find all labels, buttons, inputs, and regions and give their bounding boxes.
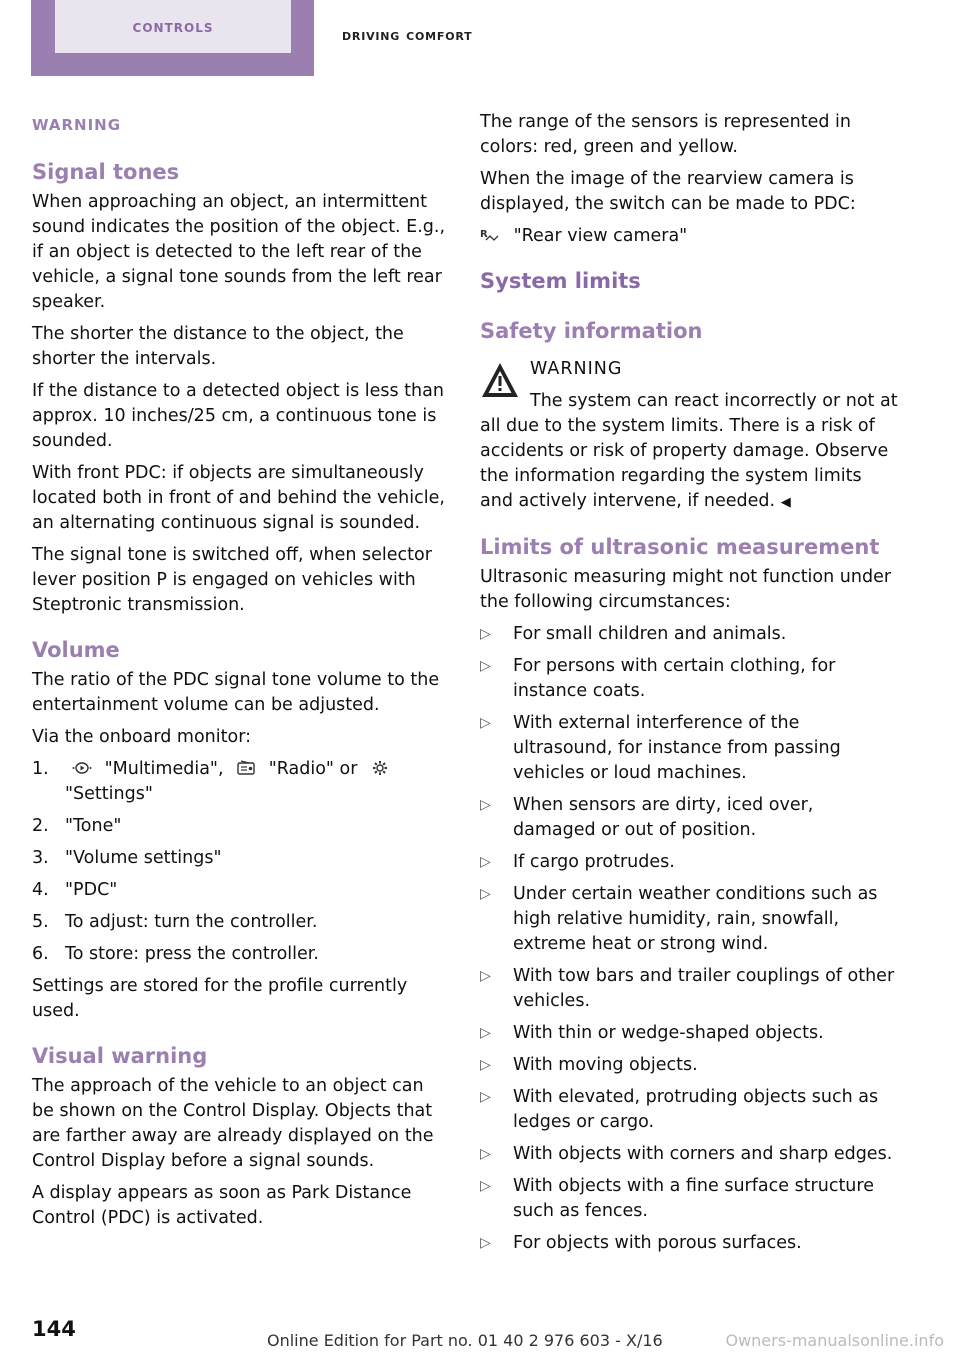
- list-item-text: For persons with certain clothing, for instance coats.: [513, 656, 836, 701]
- step-item: [32, 846, 450, 871]
- step-number: 4.: [32, 880, 49, 900]
- visual-warning-heading: Visual warning: [32, 1044, 208, 1068]
- list-item: [480, 1231, 900, 1256]
- list-item-text: With elevated, protruding objects such as ledges or cargo.: [513, 1087, 879, 1132]
- footer-edition: Online Edition for Part no. 01 40 2 976 603 - X/16: [267, 1331, 663, 1350]
- list-item-text: For objects with porous surfaces.: [513, 1233, 802, 1253]
- chapter-tab-label: controls: [132, 16, 214, 37]
- paragraph: The approach of the vehicle to an object can be shown on the Control Display. Objects that are farther away are already displayed on the Control Display before a signal sounds.: [32, 1076, 434, 1171]
- bullet-triangle-icon: ▷: [480, 968, 491, 984]
- list-item: [480, 1021, 900, 1046]
- bullet-triangle-icon: ▷: [480, 854, 491, 870]
- step-number: 6.: [32, 944, 49, 964]
- section-header: driving comfort: [342, 26, 473, 44]
- bullet-triangle-icon: ▷: [480, 1235, 491, 1251]
- warning-title: WARNING: [530, 359, 623, 379]
- bullet-triangle-icon: ▷: [480, 658, 491, 674]
- list-item-text: Under certain weather conditions such as high relative humidity, rain, snowfall, extreme heat or strong wind.: [513, 884, 878, 954]
- ultrasonic-heading: Limits of ultrasonic measurement: [480, 535, 880, 559]
- warning-triangle-icon: [480, 361, 520, 399]
- step-text-radio: "Radio" or: [268, 759, 358, 779]
- step-text: "PDC": [65, 880, 118, 900]
- paragraph: When the image of the rearview camera is displayed, the switch can be made to PDC:: [480, 169, 856, 214]
- rear-view-camera-icon: [480, 227, 502, 243]
- paragraph: With front PDC: if objects are simultaneously located both in front of and behind the vehicle, an alternating continuous signal is sounded.: [32, 463, 445, 533]
- camera-item-label: "Rear view camera": [513, 226, 688, 246]
- list-item: [480, 622, 900, 647]
- step-text: To store: press the controller.: [65, 944, 319, 964]
- step-number: 2.: [32, 816, 49, 836]
- paragraph: The ratio of the PDC signal tone volume to the entertainment volume can be adjusted.: [32, 670, 440, 715]
- settings-icon: [369, 760, 391, 776]
- chapter-tab-inner: [55, 0, 291, 53]
- right-column: [480, 110, 900, 1263]
- paragraph: The shorter the distance to the object, the shorter the intervals.: [32, 324, 404, 369]
- signal-tones-heading: Signal tones: [32, 160, 180, 184]
- camera-item: [480, 224, 900, 249]
- page-number: 144: [32, 1317, 76, 1341]
- list-item: [480, 1142, 900, 1167]
- multimedia-icon: [71, 760, 93, 776]
- list-item: [480, 1053, 900, 1078]
- limits-list: [480, 622, 900, 1256]
- paragraph: When approaching an object, an intermittent sound indicates the position of the object. E.g., if an object is detected to the left rear of the vehicle, a signal tone sounds from the left rear speaker.: [32, 192, 446, 312]
- list-item-text: When sensors are dirty, iced over, damaged or out of position.: [513, 795, 814, 840]
- step-text: To adjust: turn the controller.: [65, 912, 318, 932]
- step-item: [32, 878, 450, 903]
- paragraph: Via the onboard monitor:: [32, 727, 251, 747]
- bullet-triangle-icon: ▷: [480, 1146, 491, 1162]
- bullet-triangle-icon: ▷: [480, 1025, 491, 1041]
- list-item-text: With objects with a fine surface structure such as fences.: [513, 1176, 874, 1221]
- paragraph: The range of the sensors is represented in colors: red, green and yellow.: [480, 112, 851, 157]
- chapter-tab: [31, 0, 314, 76]
- list-item-text: With thin or wedge-shaped objects.: [513, 1023, 824, 1043]
- list-item-text: For small children and animals.: [513, 624, 787, 644]
- list-item-text: With objects with corners and sharp edges.: [513, 1144, 893, 1164]
- left-column: [32, 110, 450, 1238]
- bullet-triangle-icon: ▷: [480, 797, 491, 813]
- bullet-triangle-icon: ▷: [480, 1057, 491, 1073]
- step-text-settings: "Settings": [65, 784, 153, 804]
- svg-text:R: R: [480, 229, 488, 240]
- list-item: [480, 882, 900, 957]
- list-item-text: If cargo protrudes.: [513, 852, 675, 872]
- list-item: [480, 1085, 900, 1135]
- volume-steps: [32, 757, 450, 967]
- list-item: [480, 1174, 900, 1224]
- warning-heading: warning: [32, 111, 122, 135]
- system-limits-heading: System limits: [480, 269, 641, 293]
- paragraph: A display appears as soon as Park Distance Control (PDC) is activated.: [32, 1183, 412, 1228]
- list-item: [480, 850, 900, 875]
- step-number: 5.: [32, 912, 49, 932]
- step-number: 1.: [32, 759, 49, 779]
- paragraph: Ultrasonic measuring might not function under the following circumstances:: [480, 567, 892, 612]
- step-item: [32, 942, 450, 967]
- paragraph: Settings are stored for the profile currently used.: [32, 976, 408, 1021]
- safety-information-heading: Safety information: [480, 319, 703, 343]
- step-item: [32, 814, 450, 839]
- warning-text: [480, 389, 900, 515]
- step-number: 3.: [32, 848, 49, 868]
- warning-block: [480, 357, 900, 515]
- radio-icon: [235, 760, 257, 776]
- list-item: [480, 654, 900, 704]
- bullet-triangle-icon: ▷: [480, 715, 491, 731]
- step-item: [32, 757, 450, 807]
- list-item-text: With external interference of the ultrasound, for instance from passing vehicles or loud machines.: [513, 713, 841, 783]
- step-text: "Volume settings": [65, 848, 222, 868]
- volume-heading: Volume: [32, 638, 120, 662]
- bullet-triangle-icon: ▷: [480, 1178, 491, 1194]
- bullet-triangle-icon: ▷: [480, 1089, 491, 1105]
- paragraph: The signal tone is switched off, when selector lever position P is engaged on vehicles with Steptronic transmission.: [32, 545, 432, 615]
- bullet-triangle-icon: ▷: [480, 886, 491, 902]
- list-item: [480, 793, 900, 843]
- list-item: [480, 711, 900, 786]
- list-item-text: With moving objects.: [513, 1055, 698, 1075]
- end-mark-icon: ◀: [780, 495, 791, 510]
- warning-text-body: The system can react incorrectly or not at all due to the system limits. There is a risk of accidents or risk of property damage. Observe the information regarding the system limits and actively intervene, if needed.: [480, 391, 898, 511]
- watermark: Owners-manualsonline.info: [725, 1331, 944, 1350]
- bullet-triangle-icon: ▷: [480, 626, 491, 642]
- step-item: [32, 910, 450, 935]
- step-text: "Tone": [65, 816, 122, 836]
- step-text: [65, 757, 397, 807]
- list-item: [480, 964, 900, 1014]
- list-item-text: With tow bars and trailer couplings of other vehicles.: [513, 966, 895, 1011]
- step-text-multimedia: "Multimedia",: [104, 759, 224, 779]
- paragraph: If the distance to a detected object is less than approx. 10 inches/25 cm, a continuous tone is sounded.: [32, 381, 444, 451]
